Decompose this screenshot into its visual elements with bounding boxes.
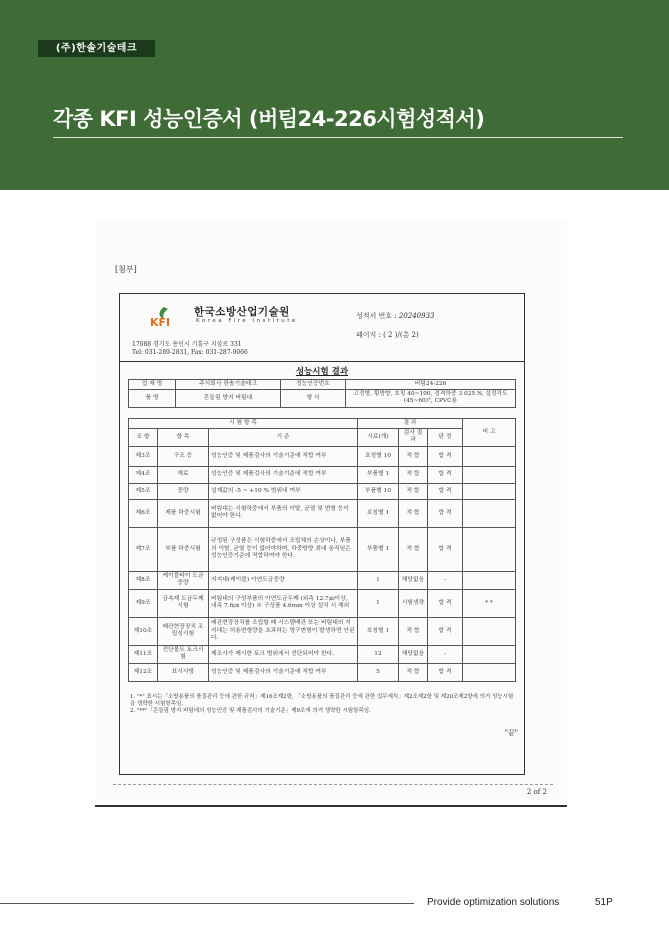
table-row (129, 663, 516, 681)
cell-clause: 제9조 (129, 589, 158, 617)
cell-item: 구조 등 (158, 446, 209, 466)
info-cell: 품 명 (129, 390, 176, 407)
cell-item: 제품 하중시험 (158, 499, 209, 527)
cell-remark (463, 466, 516, 483)
results-table (128, 418, 516, 682)
header-cell: 비 고 (463, 419, 516, 447)
header-cell: 판 정 (428, 429, 463, 446)
cell-inspection: 적 합 (399, 446, 428, 466)
attachment-label: [첨부] (115, 265, 137, 274)
section-title: 성능시험 결과 (295, 367, 349, 377)
cell-remark (463, 645, 516, 663)
table-row (129, 446, 516, 466)
scan-bottom-rule (113, 784, 553, 785)
org-tel: Tel: 031-289-2831, Fax: 031-287-9066 (132, 349, 248, 356)
cell-standard: 규정된 구성품은 시험하중에서 조립체의 손상이나, 부품의 이탈, 균열 등이 없어야하며, 하중방향 최대 움직임은 성능인증기준에 적합하여야 한다. (209, 527, 358, 571)
table-row (129, 589, 516, 617)
cell-judgement: 합 격 (428, 527, 463, 571)
cell-inspection: 시험생략 (399, 589, 428, 617)
cell-judgement: 합 격 (428, 663, 463, 681)
cell-judgement: 합 격 (428, 589, 463, 617)
info-cell: 흔들림 방지 버팀대 (176, 390, 281, 407)
cell-sample: 호칭별 1 (358, 617, 399, 645)
note-item: 2. "**"「흔들림 방지 버팀대의 성능인증 및 제품검사의 기술기준」제9조에 의거 생략한 시험항목임. (130, 708, 371, 715)
cell-inspection: 적 합 (399, 527, 428, 571)
cell-item: 배관현장장치 조립성시험 (158, 617, 209, 645)
cell-item: 전단볼트 토크시험 (158, 645, 209, 663)
org-name: 한국소방산업기술원 (194, 306, 290, 318)
cell-standard: 버팀대의 구성부품의 아연도금두께 (외측 12.7㎛이상, 내측 7.6㎛ 이상) ※ 구성품 4.6mm 이상 설치 시 해외 (209, 589, 358, 617)
page-number: 51P (595, 897, 613, 908)
info-row (129, 390, 516, 407)
cell-remark (463, 527, 516, 571)
cell-judgement: 합 격 (428, 466, 463, 483)
header-cell: 기 준 (209, 429, 358, 446)
table-row (129, 483, 516, 499)
info-cell: 형 식 (281, 390, 346, 407)
footer-slogan: Provide optimization solutions (427, 897, 560, 908)
cell-inspection: 적 합 (399, 483, 428, 499)
cell-clause: 제6조 (129, 499, 158, 527)
cell-inspection: 해당없음 (399, 645, 428, 663)
cell-remark (463, 617, 516, 645)
certificate-frame (119, 293, 525, 775)
cell-clause: 제7조 (129, 527, 158, 571)
header-cell: 시 험 항 목 (129, 419, 358, 429)
info-cell: 성능인증번호 (281, 380, 346, 390)
cell-remark (463, 663, 516, 681)
cell-clause: 제8조 (129, 571, 158, 589)
cell-sample: 5 (358, 663, 399, 681)
cell-sample: 부품별 1 (358, 466, 399, 483)
cell-inspection: 적 합 (399, 617, 428, 645)
cell-sample: 부품별 10 (358, 483, 399, 499)
cell-judgement: 합 격 (428, 446, 463, 466)
results-header-row (129, 419, 516, 429)
cell-judgement: 합 격 (428, 483, 463, 499)
org-name-en: Korea Fire Institute (196, 318, 298, 324)
cell-remark (463, 499, 516, 527)
info-row (129, 380, 516, 390)
cell-standard: 성능인증 및 제품검사의 기술기준에 적합 여부 (209, 663, 358, 681)
cell-sample: 1 (358, 589, 399, 617)
cell-judgement: 합 격 (428, 617, 463, 645)
table-row (129, 571, 516, 589)
cell-item: 중량 (158, 483, 209, 499)
header-rule (120, 361, 524, 362)
cell-item: 금속재 도금두께시험 (158, 589, 209, 617)
cell-remark (463, 483, 516, 499)
table-row (129, 617, 516, 645)
cell-clause: 제12조 (129, 663, 158, 681)
cell-clause: 제5조 (129, 483, 158, 499)
cell-judgement: - (428, 645, 463, 663)
footer-rule (0, 903, 414, 904)
cell-inspection: 적 합 (399, 466, 428, 483)
cell-standard: 성능인증 및 제품검사의 기술기준에 적합 여부 (209, 466, 358, 483)
cell-standard: 배관현장장치를 조립할 때 시스템배관 또는 버팀대의 지지대는 허용변형량을 초과하는 영구변형이 발생하면 안된다. (209, 617, 358, 645)
content-divider (95, 805, 567, 807)
end-mark: "끝" (504, 729, 518, 737)
cell-remark: * * (463, 589, 516, 617)
kfi-logo-icon (150, 305, 176, 325)
notes (130, 694, 516, 715)
cell-inspection: 적 합 (399, 663, 428, 681)
cell-inspection: 적 합 (399, 499, 428, 527)
cell-clause: 제10조 (129, 617, 158, 645)
header-cell: 항 목 (158, 429, 209, 446)
cell-sample: 1 (358, 571, 399, 589)
cell-clause: 제3조 (129, 446, 158, 466)
info-cell: 버팀24-226 (346, 380, 516, 390)
cell-item: 재료 (158, 466, 209, 483)
cell-clause: 제11조 (129, 645, 158, 663)
cell-judgement: - (428, 571, 463, 589)
cell-sample: 부품별 1 (358, 527, 399, 571)
table-row (129, 466, 516, 483)
info-table (128, 379, 516, 408)
header-cell: 검사 결과 (399, 429, 428, 446)
cell-remark (463, 571, 516, 589)
cell-standard: 성능인증 및 제품검사의 기술기준에 적합 여부 (209, 446, 358, 466)
certificate-scan (95, 218, 567, 803)
info-cell: 주식회사 한솔기술테크 (176, 380, 281, 390)
cell-item: 케이블타이 도금 중량 (158, 571, 209, 589)
org-address: 17088 경기도 용인시 기흥구 지삼로 331 (132, 341, 242, 348)
header-cell: 조 항 (129, 429, 158, 446)
cell-sample: 호칭별 10 (358, 446, 399, 466)
header-cell: 결 과 (358, 419, 463, 429)
cell-sample: 호칭별 1 (358, 499, 399, 527)
page-title: 각종 KFI 성능인증서 (버팀24-226시험성적서) (53, 107, 485, 131)
title-underline (53, 137, 623, 138)
cell-item: 부품 하중시험 (158, 527, 209, 571)
results-header-row (129, 429, 516, 446)
info-cell: 고정형, 횡방향, 호칭 40~100, 정격하중 3 025 N, 설정각도 (45~60)°, CPVC용 (346, 390, 516, 407)
cell-sample: 12 (358, 645, 399, 663)
cell-standard: 지지대(케이블) 아연도금중량 (209, 571, 358, 589)
company-tag: (주)한솔기술테크 (38, 40, 155, 57)
cell-standard: 설계값의 -5 ~ +10 % 범위내 여부 (209, 483, 358, 499)
page-count: 페이지 : ( 2 )/(총 2) (356, 331, 419, 339)
page-of: 2 of 2 (526, 788, 547, 796)
cell-item: 표시사항 (158, 663, 209, 681)
cell-clause: 제4조 (129, 466, 158, 483)
svg-text:KFI: KFI (150, 316, 171, 327)
cert-number-label: 성적서 번호 : (356, 312, 397, 320)
header-banner (0, 0, 669, 190)
note-item: 1. "*" 표시는「소방용품의 품질관리 등에 관한 규칙」제16조제2항, 「소방용품의 품질관리 등에 관한 업무세칙」제2조제2항 및 제20조제2항에 의거 성능시험을 생략한 시험항목임. (130, 694, 514, 708)
cert-number-value: 20240933 (398, 312, 435, 320)
cell-remark (463, 446, 516, 466)
cell-standard: 제조사가 제시한 토크 범위에서 전단되어야 한다. (209, 645, 358, 663)
header-cell: 시료(개) (358, 429, 399, 446)
table-row (129, 645, 516, 663)
table-row (129, 527, 516, 571)
info-cell: 업 체 명 (129, 380, 176, 390)
cert-number (356, 311, 435, 321)
cell-judgement: 합 격 (428, 499, 463, 527)
cell-standard: 버팀대는 시험하중에서 부품의 이탈, 균열 및 변형 등이 없어야 한다. (209, 499, 358, 527)
cell-inspection: 해당없음 (399, 571, 428, 589)
table-row (129, 499, 516, 527)
